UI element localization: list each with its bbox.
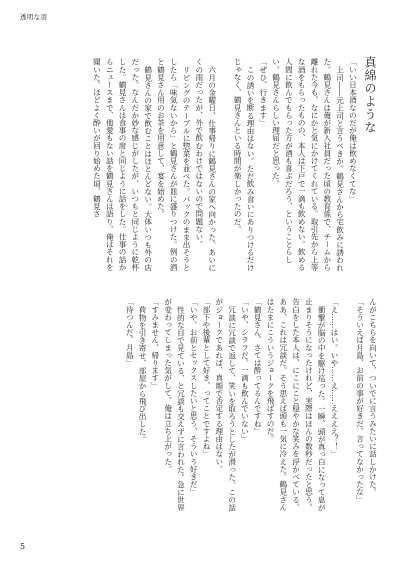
narration-paragraph: 性的な目で見ている、と冗談も交えずに言われた。急に世界が変わってしまった気がして、俺は立ち上がった。: [163, 298, 186, 511]
dialogue-line: 「いや。お前とセックスしたいと思う、そういう好きだ」: [189, 298, 199, 496]
page-number: 5: [20, 542, 26, 551]
dialogue-line: 「ぜひ、行きます」: [258, 58, 268, 127]
narration-paragraph: 六月の金曜日、仕事帰りに鶴見さんの家へ向かった。あいにくの雨だったが、外で飲むわけではないので問題ない。: [194, 58, 217, 271]
narration-paragraph: 冗談に冗談で返して、笑いを取ろうとしたが滑った。この話がジョークであれば、真顔で否定する理由はない。: [214, 298, 237, 511]
dialogue-line: 「鶴見さん、さては酔ってるんですね」: [253, 298, 263, 435]
chapter-title: 真綿のような: [363, 56, 377, 134]
narration-paragraph: 衝撃が脳の中を駆け巡った。一瞬、頭が真っ白になって息が止まりそうになったけれど、実際はほんの数秒だったと思う。告白をした本人は、にこにこと穏やかな笑みを浮かべている。ああ、これは冗談だ。そう思えば頭も一気に冷えた。鶴見さんはたまにこういうジョークを飛ばすのだ。: [266, 298, 327, 511]
upper-tier-text: [76, 58, 358, 271]
dialogue-line: 「待つんだ、月島」: [125, 298, 135, 367]
scene-break: [218, 58, 231, 271]
scene-break: [340, 298, 353, 511]
lower-tier-text: [95, 298, 378, 511]
dialogue-line: 「すみません、帰ります」: [150, 298, 160, 390]
narration-paragraph: リビングのテーブルに惣菜を並べた。パックのまま出そうとしたら「味気ないから」と鶴見さんが皿に盛りつけた。例の酒と鶴見さん用のお茶を用意して、宴を始めた。: [156, 58, 192, 271]
narration-continuation: んがこちらを向いて、ついでに言うみたいに話しかけた。: [368, 298, 378, 496]
narration-paragraph: この誘いを断る理由はない。ただ飲み食いにありつけるだけじゃなく、鶴見さんといる時間が楽しかったのだ。: [233, 58, 256, 271]
narration-paragraph: 上司――元上司と言うべきか。鶴見さんから宅飲みに誘われた。鶴見さんは俺が新入社員だった頃の教育係で、チームから離れた今も、なにかと気にかけてくれている。取引先から上等な酒をもらったものの、本人は下戸で一滴も飲めない。飲める人間に飲んでもらった方が酒も喜ぶだろう、ということらしい。鶴見さんらしい理屈だと思った。: [271, 58, 345, 271]
dialogue-line: 「いや、シラフだ。一滴も飲んでいない」: [240, 298, 250, 443]
dialogue-line: 「そういえば月島、お前の事が好きだ。言ってなかったな」: [355, 298, 365, 504]
dialogue-line: 「え……はい。いや……え……ええええ？！」: [330, 298, 339, 458]
dialogue-line: 「部下や後輩として好き、ってことですよね」: [202, 298, 212, 458]
dialogue-line: 「いい日本酒なのだが俺は飲めなくてな」: [348, 58, 358, 203]
narration-paragraph: 鶴見さんの家で飲むことはほとんどない。大体いつも外の店だった。なんだか妙な感じがしたが、いつもと同じように乾杯した。鶴見さんは食事の席と同じように話をした。仕事の話からニュースまで、他愛もない話を鶴見さんは語り、俺はそれを聞いた。ほどよく酔いが回り始めた頃、鶴見さ: [92, 58, 153, 271]
running-head: 透明な羽: [20, 13, 48, 21]
narration-paragraph: 荷物を引き寄せ、部屋から飛び出した。: [138, 305, 148, 443]
